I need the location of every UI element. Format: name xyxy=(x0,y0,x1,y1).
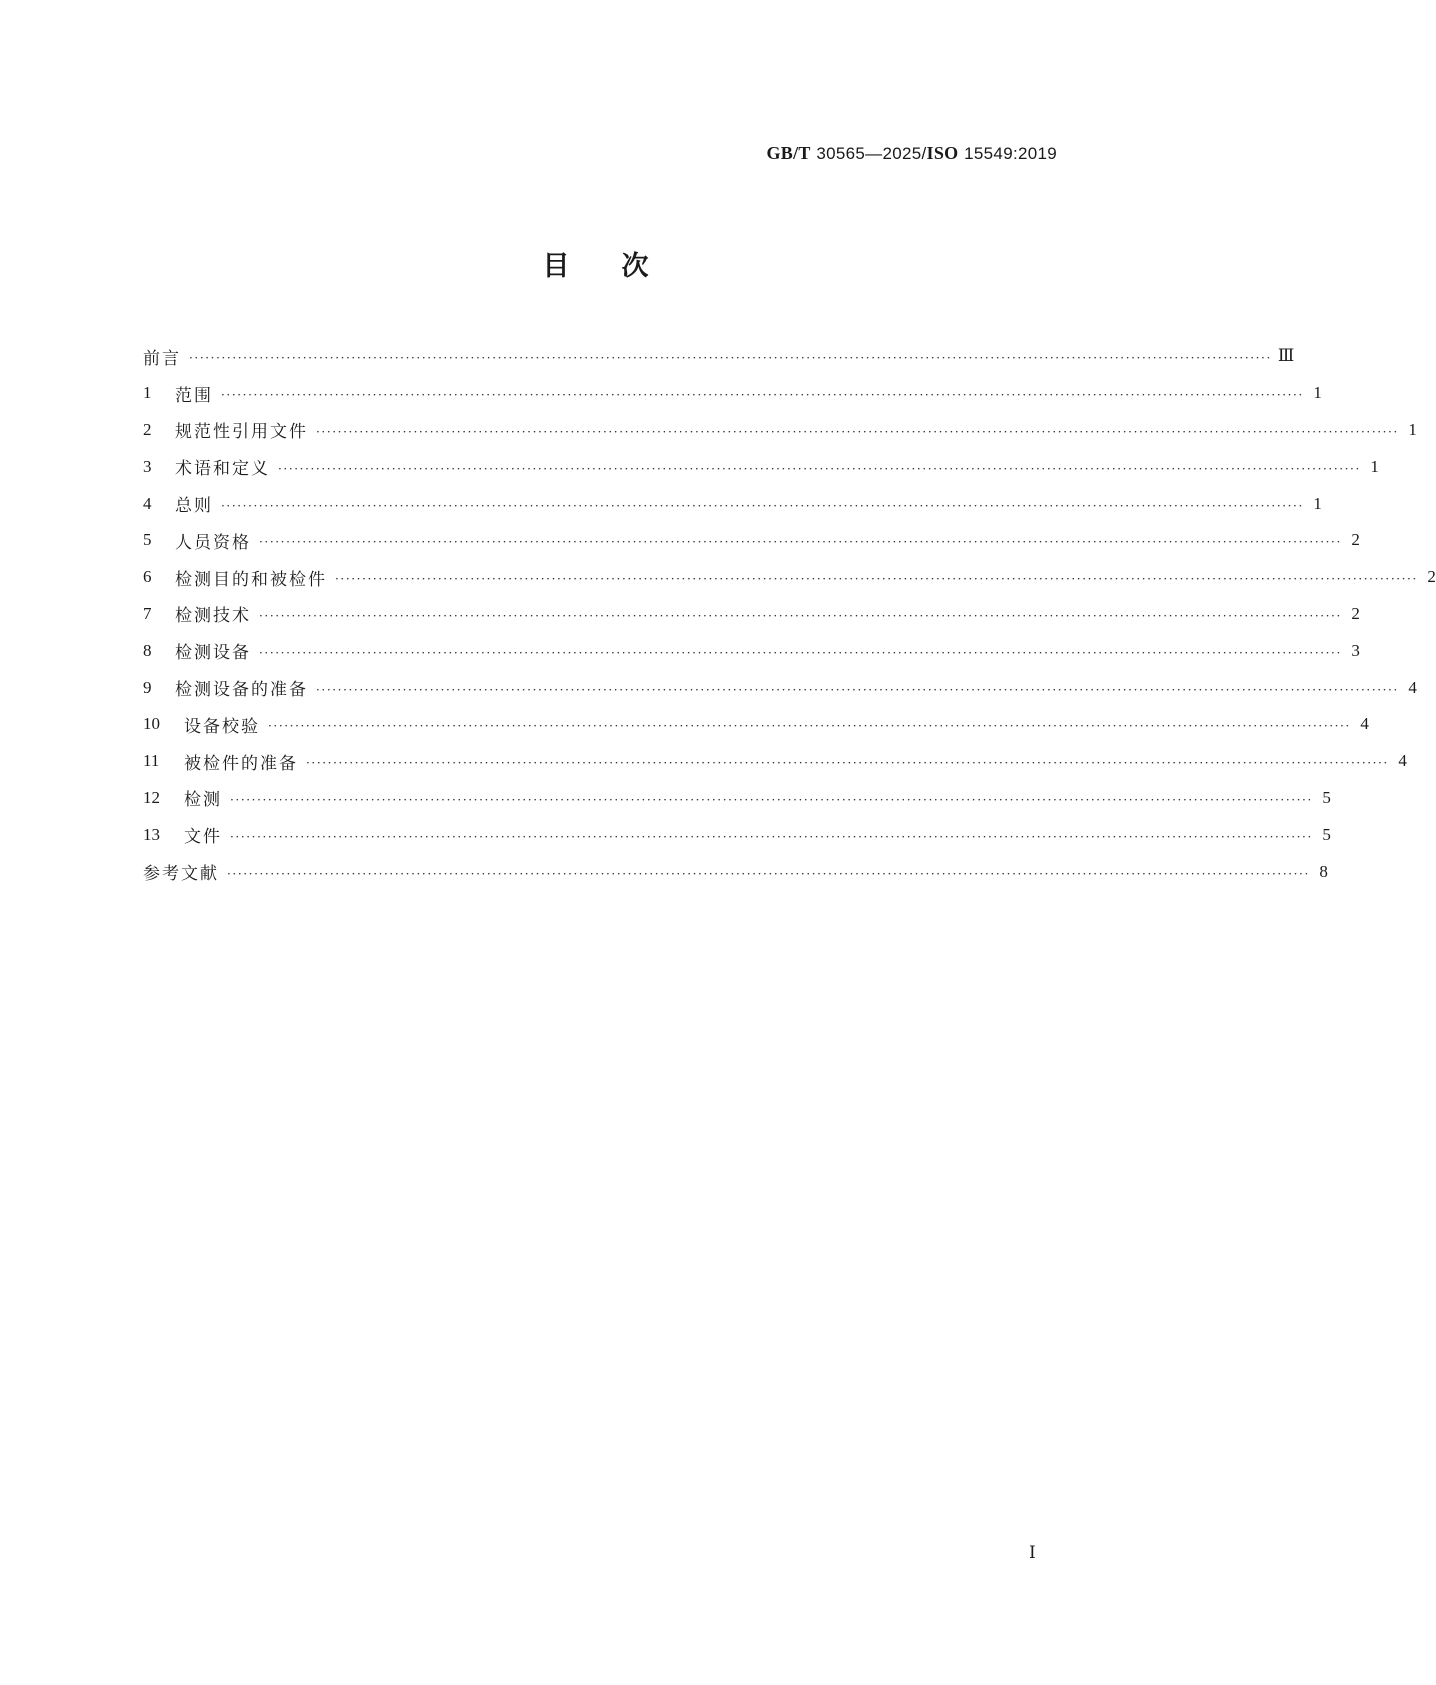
toc-entry-equipment[interactable] xyxy=(143,632,1360,669)
page-title: 目次 xyxy=(542,251,701,282)
toc-entry-number: 1 xyxy=(143,383,152,403)
standard-number: 30565—2025/ xyxy=(816,144,927,163)
toc-entry-documentation[interactable] xyxy=(143,816,1331,853)
toc-leader-dots: ········································································································································································································ xyxy=(316,424,1399,439)
toc-leader-dots: ········································································································································································································ xyxy=(227,866,1310,881)
toc-entry-number: 3 xyxy=(143,456,152,476)
toc-entry-page: 3 xyxy=(1351,640,1360,660)
toc-entry-page: 5 xyxy=(1322,787,1331,807)
toc-entry-equipment-verification[interactable] xyxy=(143,706,1369,743)
toc-entry-number: 11 xyxy=(143,751,160,771)
toc-entry-label: 范围 xyxy=(175,385,213,406)
toc-entry-page: 2 xyxy=(1351,603,1360,623)
toc-entry-label: 人员资格 xyxy=(175,532,251,553)
toc-leader-dots: ········································································································································································································ xyxy=(259,535,1342,550)
toc-entry-object-preparation[interactable] xyxy=(143,743,1407,780)
toc-entry-number: 7 xyxy=(143,603,152,623)
toc-entry-testing[interactable] xyxy=(143,780,1331,817)
toc-entry-page: Ⅲ xyxy=(1277,346,1295,366)
toc-entry-page: 4 xyxy=(1408,677,1417,697)
iso-number: 15549:2019 xyxy=(964,144,1057,163)
toc-entry-scope[interactable] xyxy=(143,375,1322,412)
toc-leader-dots: ········································································································································································································ xyxy=(278,461,1361,476)
toc-leader-dots: ········································································································································································································ xyxy=(221,388,1304,403)
toc-leader-dots: ········································································································································································································ xyxy=(306,756,1389,771)
toc-entry-number: 12 xyxy=(143,787,160,807)
toc-entry-label: 检测 xyxy=(184,790,222,811)
toc-entry-number: 10 xyxy=(143,714,160,734)
toc-entry-equipment-preparation[interactable] xyxy=(143,669,1417,706)
toc-entry-label: 文件 xyxy=(184,827,222,848)
toc-leader-dots: ········································································································································································································ xyxy=(335,572,1418,587)
toc-entry-normative-references[interactable] xyxy=(143,412,1417,449)
iso-prefix: ISO xyxy=(926,143,959,163)
toc-entry-bibliography[interactable] xyxy=(143,853,1328,890)
toc-entry-page: 1 xyxy=(1313,493,1322,513)
toc-entry-page: 2 xyxy=(1427,567,1436,587)
toc-leader-dots: ········································································································································································································ xyxy=(259,645,1342,660)
toc-leader-dots: ········································································································································································································ xyxy=(230,829,1313,844)
toc-entry-label: 前言 xyxy=(143,348,181,369)
toc-entry-page: 2 xyxy=(1351,530,1360,550)
toc-entry-techniques[interactable] xyxy=(143,596,1360,633)
toc-entry-number: 5 xyxy=(143,530,152,550)
toc-entry-label: 术语和定义 xyxy=(175,459,270,480)
toc-entry-label: 检测技术 xyxy=(175,606,251,627)
toc-entry-page: 4 xyxy=(1360,714,1369,734)
toc-entry-page: 8 xyxy=(1319,861,1328,881)
toc-entry-purpose-test-object[interactable] xyxy=(143,559,1436,596)
toc-entry-general[interactable] xyxy=(143,485,1322,522)
document-standard-header xyxy=(766,143,1057,164)
toc-entry-page: 1 xyxy=(1313,383,1322,403)
toc-entry-number: 13 xyxy=(143,824,160,844)
toc-entry-page: 1 xyxy=(1408,419,1417,439)
toc-entry-label: 检测设备的准备 xyxy=(175,680,308,701)
table-of-contents xyxy=(143,338,1436,890)
toc-entry-page: 5 xyxy=(1322,824,1331,844)
toc-entry-number: 9 xyxy=(143,677,152,697)
toc-leader-dots: ········································································································································································································ xyxy=(268,719,1351,734)
toc-entry-number: 2 xyxy=(143,419,152,439)
toc-entry-label: 参考文献 xyxy=(143,864,219,885)
toc-leader-dots: ········································································································································································································ xyxy=(189,351,1272,366)
toc-entry-label: 设备校验 xyxy=(184,716,260,737)
toc-entry-personnel-qualification[interactable] xyxy=(143,522,1360,559)
toc-entry-number: 6 xyxy=(143,567,152,587)
toc-entry-number: 8 xyxy=(143,640,152,660)
toc-entry-label: 检测设备 xyxy=(175,643,251,664)
toc-entry-page: 4 xyxy=(1398,751,1407,771)
toc-entry-foreword[interactable] xyxy=(143,338,1295,375)
toc-entry-label: 检测目的和被检件 xyxy=(175,569,327,590)
toc-entry-terms-definitions[interactable] xyxy=(143,448,1379,485)
toc-leader-dots: ········································································································································································································ xyxy=(221,498,1304,513)
toc-entry-label: 总则 xyxy=(175,496,213,517)
standard-prefix: GB/T xyxy=(766,143,811,163)
toc-leader-dots: ········································································································································································································ xyxy=(316,682,1399,697)
toc-entry-number: 4 xyxy=(143,493,152,513)
toc-entry-label: 被检件的准备 xyxy=(184,753,298,774)
toc-leader-dots: ········································································································································································································ xyxy=(259,608,1342,623)
toc-entry-label: 规范性引用文件 xyxy=(175,422,308,443)
toc-leader-dots: ········································································································································································································ xyxy=(230,792,1313,807)
toc-entry-page: 1 xyxy=(1370,456,1379,476)
page-number: Ⅰ xyxy=(1029,1543,1036,1562)
